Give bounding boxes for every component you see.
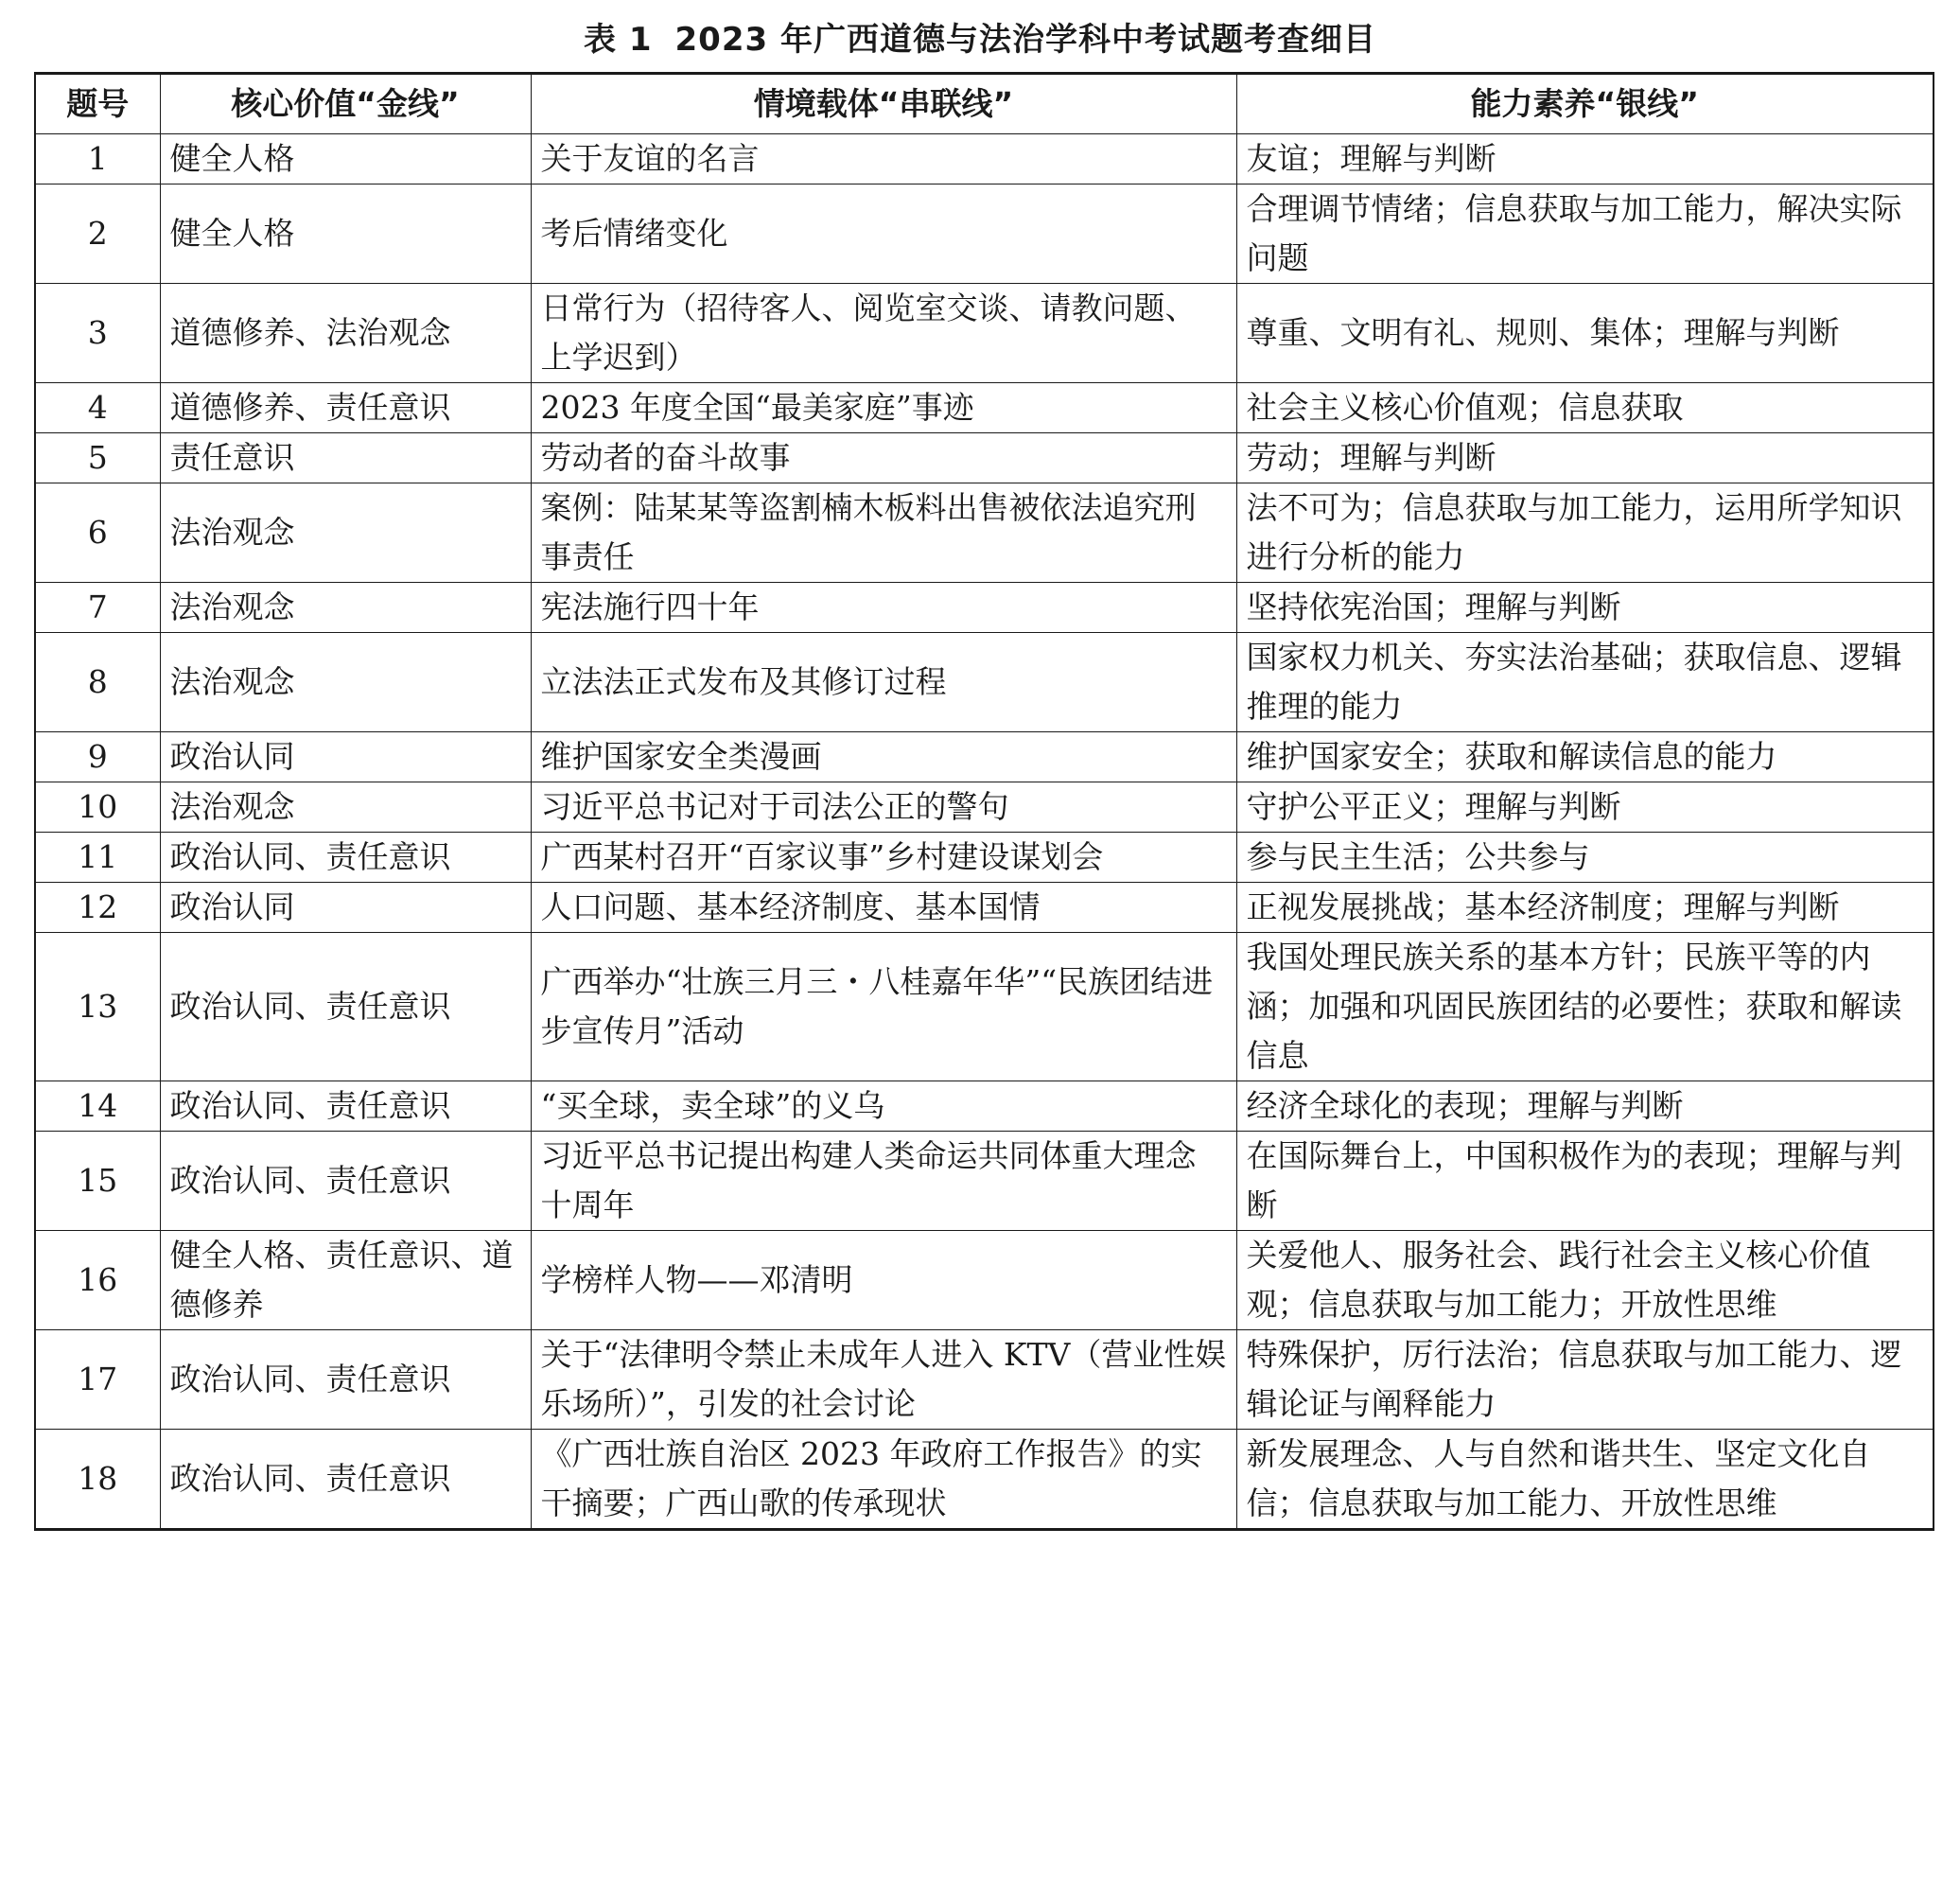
- table-caption: [0, 13, 1960, 66]
- table-row: [35, 833, 1934, 883]
- context-cell: 维护国家安全类漫画: [531, 732, 1236, 782]
- ability-cell: 经济全球化的表现；理解与判断: [1236, 1081, 1934, 1132]
- ability-cell: 关爱他人、服务社会、践行社会主义核心价值观；信息获取与加工能力；开放性思维: [1236, 1231, 1934, 1330]
- context-cell: 关于“法律明令禁止未成年人进入 KTV（营业性娱乐场所）”，引发的社会讨论: [531, 1330, 1236, 1430]
- table-number: 表 1: [584, 21, 653, 59]
- question-number-cell: 4: [35, 383, 160, 433]
- question-number-cell: 8: [35, 633, 160, 732]
- ability-cell: 参与民主生活；公共参与: [1236, 833, 1934, 883]
- context-cell: 考后情绪变化: [531, 184, 1236, 284]
- table-row: [35, 782, 1934, 833]
- context-cell: 《广西壮族自治区 2023 年政府工作报告》的实干摘要；广西山歌的传承现状: [531, 1430, 1236, 1530]
- context-cell: 立法法正式发布及其修订过程: [531, 633, 1236, 732]
- ability-cell: 维护国家安全；获取和解读信息的能力: [1236, 732, 1934, 782]
- question-number-cell: 18: [35, 1430, 160, 1530]
- question-number-cell: 6: [35, 483, 160, 583]
- header-row: [35, 74, 1934, 134]
- question-number-cell: 5: [35, 433, 160, 483]
- core-value-cell: 道德修养、法治观念: [160, 284, 531, 383]
- ability-cell: 社会主义核心价值观；信息获取: [1236, 383, 1934, 433]
- context-cell: 人口问题、基本经济制度、基本国情: [531, 883, 1236, 933]
- context-cell: 习近平总书记对于司法公正的警句: [531, 782, 1236, 833]
- core-value-cell: 政治认同、责任意识: [160, 1330, 531, 1430]
- core-value-cell: 健全人格、责任意识、道德修养: [160, 1231, 531, 1330]
- core-value-cell: 法治观念: [160, 782, 531, 833]
- question-number-cell: 12: [35, 883, 160, 933]
- ability-cell: 正视发展挑战；基本经济制度；理解与判断: [1236, 883, 1934, 933]
- table-row: [35, 633, 1934, 732]
- question-number-cell: 2: [35, 184, 160, 284]
- ability-cell: 我国处理民族关系的基本方针；民族平等的内涵；加强和巩固民族团结的必要性；获取和解读信息: [1236, 933, 1934, 1081]
- table-row: [35, 1081, 1934, 1132]
- core-value-cell: 健全人格: [160, 134, 531, 184]
- table-row: [35, 134, 1934, 184]
- ability-cell: 特殊保护，厉行法治；信息获取与加工能力、逻辑论证与阐释能力: [1236, 1330, 1934, 1430]
- table-row: [35, 184, 1934, 284]
- core-value-cell: 政治认同、责任意识: [160, 1132, 531, 1231]
- ability-cell: 劳动；理解与判断: [1236, 433, 1934, 483]
- core-value-cell: 政治认同、责任意识: [160, 833, 531, 883]
- core-value-cell: 法治观念: [160, 583, 531, 633]
- ability-cell: 在国际舞台上，中国积极作为的表现；理解与判断: [1236, 1132, 1934, 1231]
- table-row: [35, 433, 1934, 483]
- context-cell: 广西某村召开“百家议事”乡村建设谋划会: [531, 833, 1236, 883]
- table-row: [35, 1231, 1934, 1330]
- context-cell: 案例：陆某某等盗割楠木板料出售被依法追究刑事责任: [531, 483, 1236, 583]
- ability-cell: 国家权力机关、夯实法治基础；获取信息、逻辑推理的能力: [1236, 633, 1934, 732]
- question-number-cell: 1: [35, 134, 160, 184]
- table-row: [35, 732, 1934, 782]
- context-cell: 广西举办“壮族三月三・八桂嘉年华”“民族团结进步宣传月”活动: [531, 933, 1236, 1081]
- core-value-cell: 法治观念: [160, 633, 531, 732]
- ability-cell: 坚持依宪治国；理解与判断: [1236, 583, 1934, 633]
- core-value-cell: 政治认同、责任意识: [160, 933, 531, 1081]
- question-number-cell: 15: [35, 1132, 160, 1231]
- context-cell: “买全球，卖全球”的义乌: [531, 1081, 1236, 1132]
- question-number-cell: 17: [35, 1330, 160, 1430]
- exam-item-table: [34, 72, 1934, 1531]
- question-number-cell: 13: [35, 933, 160, 1081]
- table-row: [35, 1330, 1934, 1430]
- ability-cell: 尊重、文明有礼、规则、集体；理解与判断: [1236, 284, 1934, 383]
- ability-cell: 新发展理念、人与自然和谐共生、坚定文化自信；信息获取与加工能力、开放性思维: [1236, 1430, 1934, 1530]
- core-value-cell: 政治认同、责任意识: [160, 1081, 531, 1132]
- header-core-value: 核心价值“金线”: [160, 74, 531, 134]
- context-cell: 宪法施行四十年: [531, 583, 1236, 633]
- context-cell: 日常行为（招待客人、阅览室交谈、请教问题、上学迟到）: [531, 284, 1236, 383]
- table-title: 2023 年广西道德与法治学科中考试题考查细目: [674, 21, 1376, 59]
- core-value-cell: 政治认同: [160, 732, 531, 782]
- header-ability: 能力素养“银线”: [1236, 74, 1934, 134]
- question-number-cell: 9: [35, 732, 160, 782]
- question-number-cell: 3: [35, 284, 160, 383]
- ability-cell: 合理调节情绪；信息获取与加工能力，解决实际问题: [1236, 184, 1934, 284]
- table-row: [35, 1132, 1934, 1231]
- table-row: [35, 933, 1934, 1081]
- question-number-cell: 7: [35, 583, 160, 633]
- context-cell: 学榜样人物——邓清明: [531, 1231, 1236, 1330]
- ability-cell: 法不可为；信息获取与加工能力，运用所学知识进行分析的能力: [1236, 483, 1934, 583]
- question-number-cell: 14: [35, 1081, 160, 1132]
- context-cell: 习近平总书记提出构建人类命运共同体重大理念十周年: [531, 1132, 1236, 1231]
- question-number-cell: 10: [35, 782, 160, 833]
- context-cell: 劳动者的奋斗故事: [531, 433, 1236, 483]
- ability-cell: 守护公平正义；理解与判断: [1236, 782, 1934, 833]
- core-value-cell: 政治认同、责任意识: [160, 1430, 531, 1530]
- table-row: [35, 583, 1934, 633]
- core-value-cell: 道德修养、责任意识: [160, 383, 531, 433]
- question-number-cell: 11: [35, 833, 160, 883]
- context-cell: 关于友谊的名言: [531, 134, 1236, 184]
- core-value-cell: 政治认同: [160, 883, 531, 933]
- question-number-cell: 16: [35, 1231, 160, 1330]
- table-row: [35, 1430, 1934, 1530]
- table-row: [35, 483, 1934, 583]
- table-row: [35, 383, 1934, 433]
- table-row: [35, 284, 1934, 383]
- core-value-cell: 健全人格: [160, 184, 531, 284]
- ability-cell: 友谊；理解与判断: [1236, 134, 1934, 184]
- context-cell: 2023 年度全国“最美家庭”事迹: [531, 383, 1236, 433]
- core-value-cell: 责任意识: [160, 433, 531, 483]
- header-context-carrier: 情境载体“串联线”: [531, 74, 1236, 134]
- table-row: [35, 883, 1934, 933]
- header-question-number: 题号: [35, 74, 160, 134]
- core-value-cell: 法治观念: [160, 483, 531, 583]
